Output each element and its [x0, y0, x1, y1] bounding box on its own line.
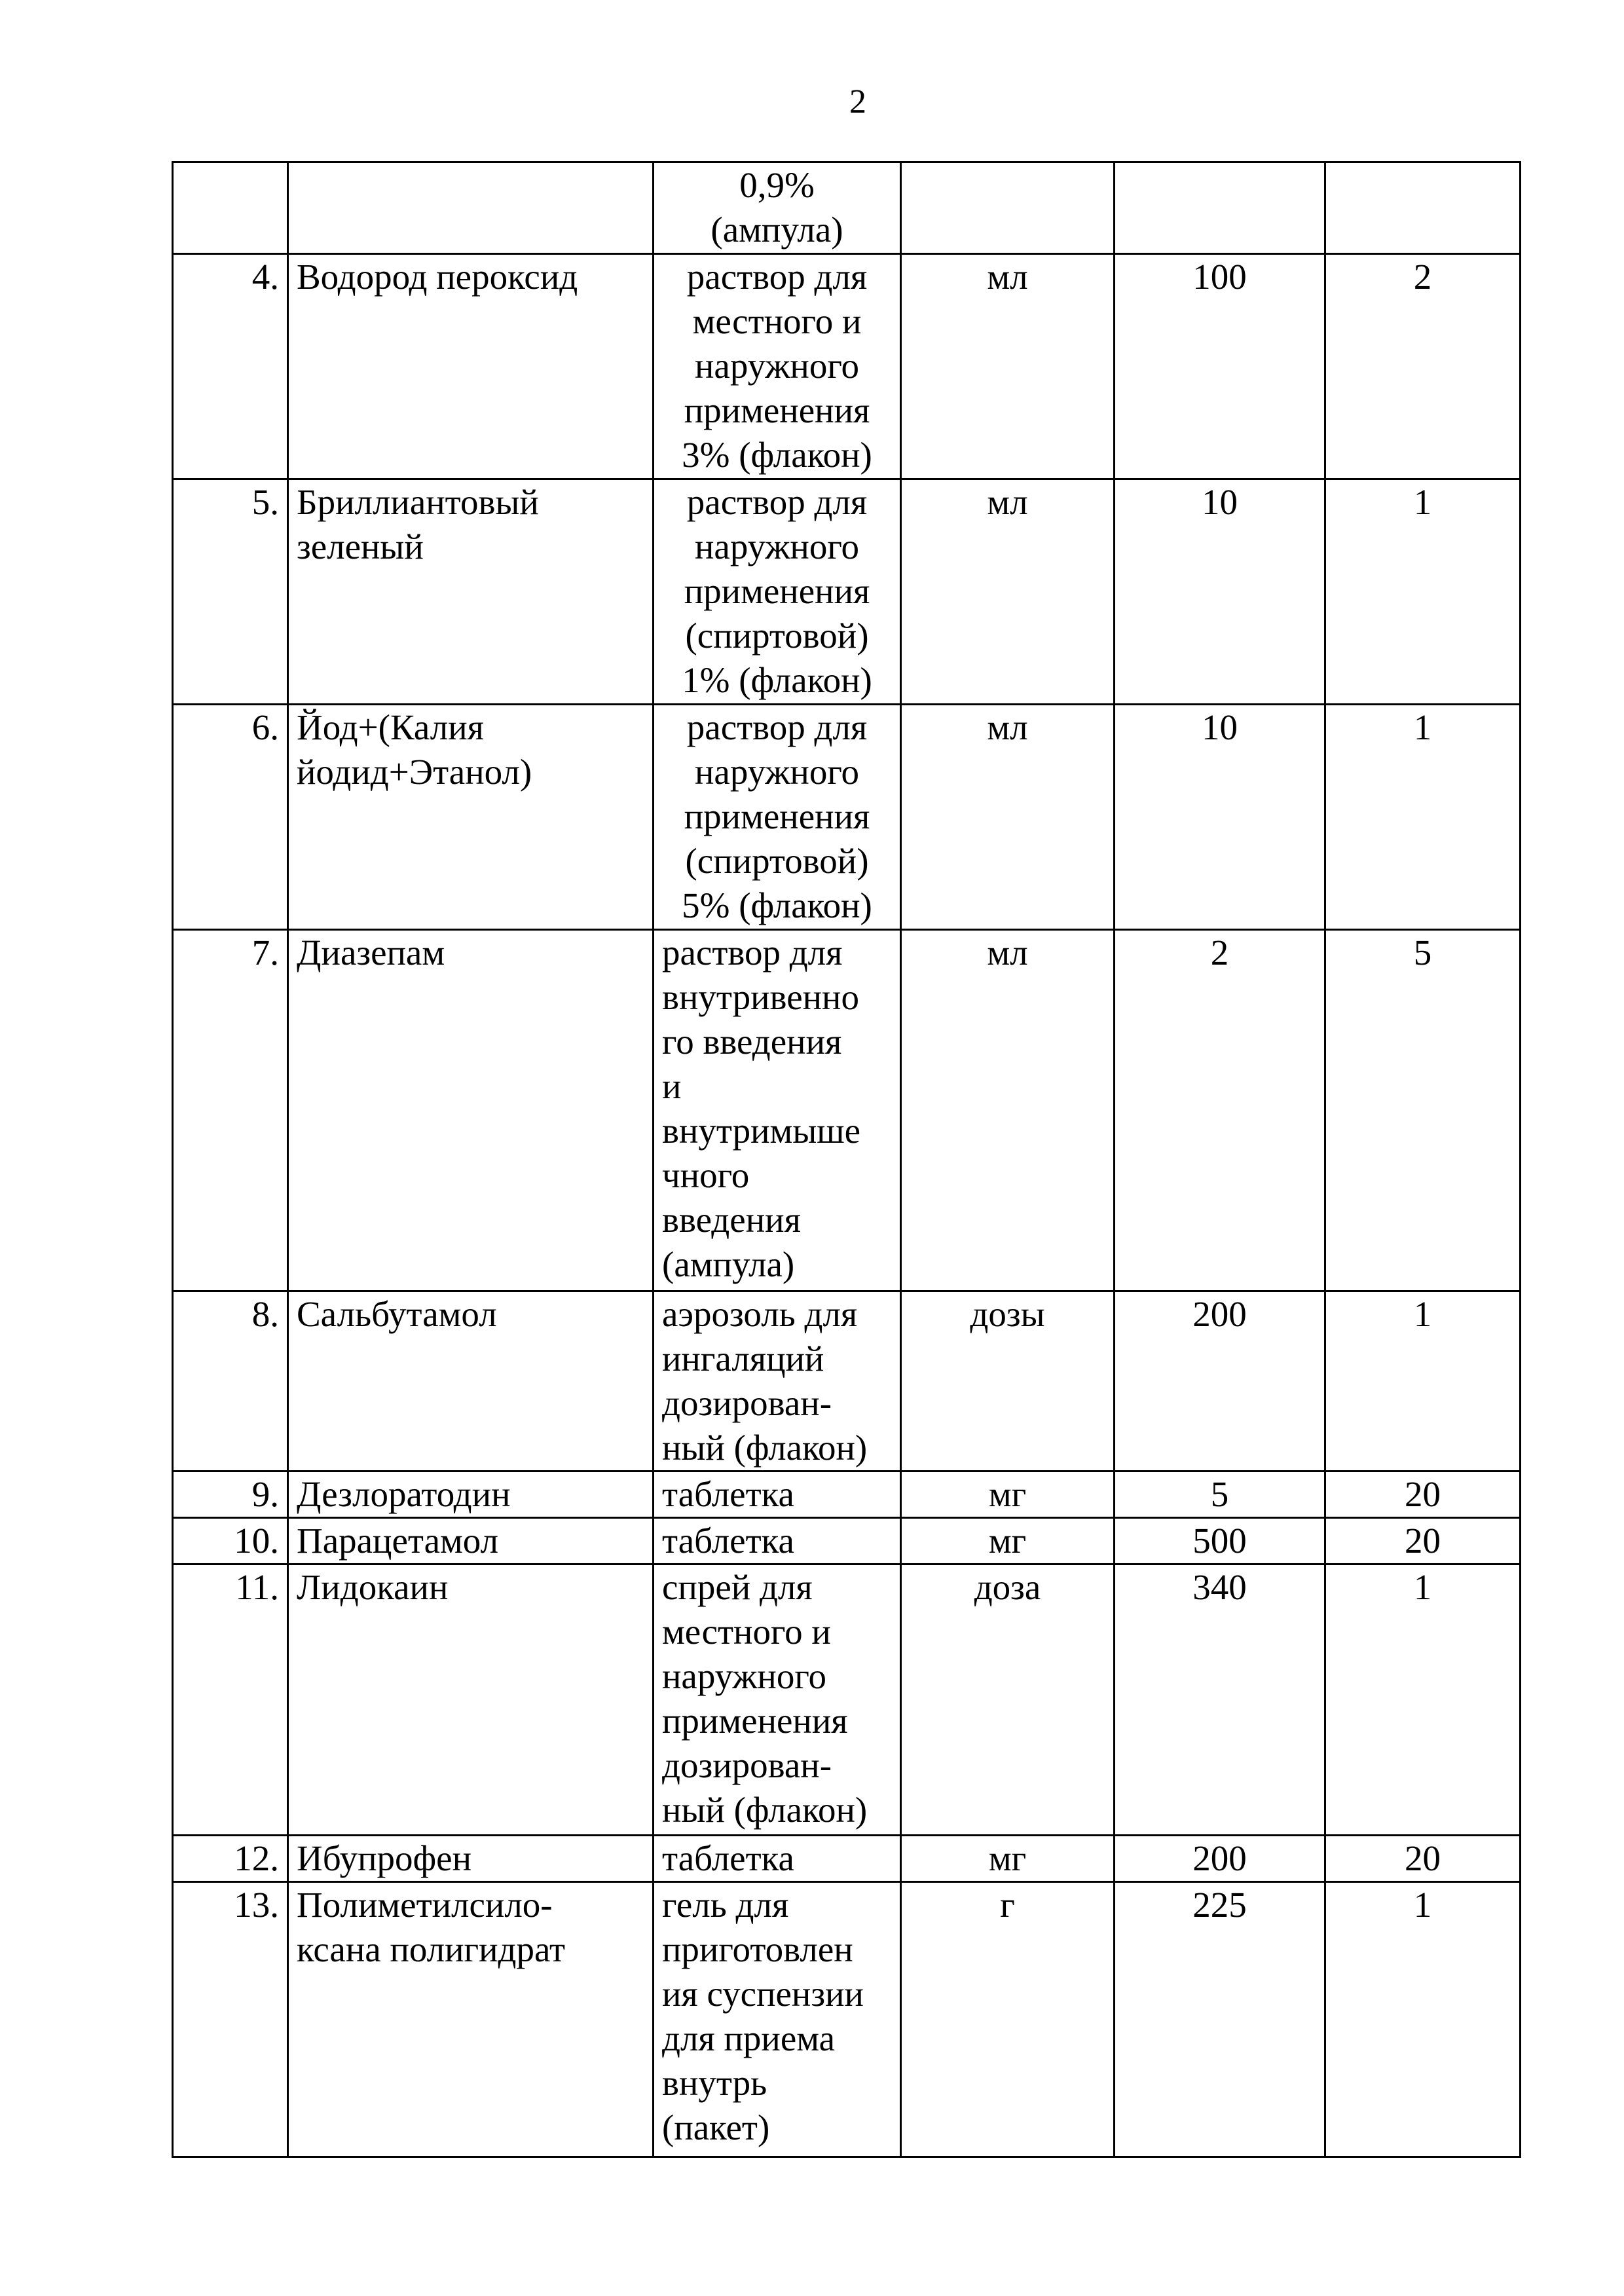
- dosage-form-line: приготовлен: [662, 1929, 853, 1969]
- row-number: 11.: [235, 1567, 279, 1607]
- quantity-cell: 1: [1325, 705, 1521, 930]
- table-row: [173, 930, 1521, 1291]
- table-row: [173, 479, 1521, 705]
- dosage-form-cell: [654, 1518, 901, 1565]
- row-number-cell: [173, 479, 288, 705]
- row-number-cell: [173, 1836, 288, 1882]
- dosage-form-line: (спиртовой): [685, 616, 869, 656]
- dosage-form-line: раствор для: [686, 707, 868, 747]
- table-row: [173, 254, 1521, 479]
- drug-name-cell: [288, 1882, 654, 2157]
- dosage-form-cell: [654, 1882, 901, 2157]
- drug-name-line: Бриллиантовый: [297, 482, 539, 522]
- dosage-form-line: (ампула): [662, 1244, 795, 1284]
- row-number: 13.: [234, 1885, 279, 1925]
- row-number-cell: [173, 1472, 288, 1518]
- drug-name-line: Парацетамол: [297, 1521, 499, 1561]
- quantity-cell: 20: [1325, 1472, 1521, 1518]
- row-number: 10.: [234, 1521, 279, 1561]
- dosage-form-line: местного и: [662, 1612, 831, 1652]
- row-number-cell: [173, 930, 288, 1291]
- table-row: [173, 1291, 1521, 1472]
- dosage-form-line: 3% (флакон): [682, 435, 872, 475]
- dose-cell: 10: [1115, 479, 1325, 705]
- row-number-cell: [173, 1291, 288, 1472]
- unit-cell: мг: [901, 1836, 1115, 1882]
- dosage-form-line: ингаляций: [662, 1339, 824, 1379]
- unit-cell: мл: [901, 254, 1115, 479]
- drug-name-line: Дезлоратодин: [297, 1474, 511, 1514]
- dosage-form-line: применения: [684, 796, 870, 836]
- drug-name-cell: [288, 1565, 654, 1836]
- row-number-cell: [173, 254, 288, 479]
- unit-cell: мг: [901, 1472, 1115, 1518]
- dosage-form-line: ный (флакон): [662, 1428, 868, 1468]
- quantity-cell: 20: [1325, 1836, 1521, 1882]
- unit-cell: мл: [901, 705, 1115, 930]
- dosage-form-line: таблетка: [662, 1521, 794, 1561]
- drug-name-line: Полиметилсило-: [297, 1885, 553, 1925]
- unit-cell: мг: [901, 1518, 1115, 1565]
- dosage-form-line: наружного: [694, 527, 860, 566]
- row-number-cell: [173, 1565, 288, 1836]
- unit-cell: [901, 162, 1115, 254]
- drug-name-line: Ибупрофен: [297, 1838, 472, 1878]
- drug-name-cell: [288, 479, 654, 705]
- dosage-form-line: наружного: [694, 346, 860, 386]
- dosage-form-line: и: [662, 1066, 682, 1106]
- unit-cell: дозы: [901, 1291, 1115, 1472]
- dosage-form-line: применения: [684, 571, 870, 611]
- table-row: [173, 162, 1521, 254]
- dosage-form-cell: [654, 1472, 901, 1518]
- dose-cell: 340: [1115, 1565, 1325, 1836]
- dosage-form-line: раствор для: [686, 257, 868, 297]
- dosage-form-line: таблетка: [662, 1838, 794, 1878]
- row-number: 8.: [251, 1294, 279, 1334]
- dosage-form-line: раствор для: [686, 482, 868, 522]
- dosage-form-line: ия суспензии: [662, 1974, 864, 2014]
- drug-name-cell: [288, 1518, 654, 1565]
- dosage-form-line: (пакет): [662, 2107, 770, 2147]
- drug-name-cell: [288, 1472, 654, 1518]
- drug-name-line: Диазепам: [297, 933, 445, 972]
- dosage-form-line: внутримыше: [662, 1111, 861, 1151]
- row-number: 5.: [251, 482, 279, 522]
- dosage-form-cell: [654, 930, 901, 1291]
- table-row: [173, 1518, 1521, 1565]
- dosage-form-line: 0,9%: [739, 165, 815, 205]
- quantity-cell: 20: [1325, 1518, 1521, 1565]
- dosage-form-line: введения: [662, 1200, 801, 1240]
- dosage-form-line: наружного: [662, 1656, 827, 1696]
- dosage-form-line: аэрозоль для: [662, 1294, 858, 1334]
- quantity-cell: 1: [1325, 479, 1521, 705]
- quantity-cell: 2: [1325, 254, 1521, 479]
- dosage-form-line: го введения: [662, 1022, 842, 1062]
- dosage-form-line: раствор для: [662, 933, 843, 972]
- dosage-form-line: ный (флакон): [662, 1790, 868, 1830]
- dose-cell: 2: [1115, 930, 1325, 1291]
- dosage-form-cell: [654, 1836, 901, 1882]
- dosage-form-line: местного и: [692, 301, 862, 341]
- medications-table: [172, 161, 1521, 2158]
- dosage-form-line: внутрь: [662, 2063, 767, 2103]
- drug-name-line: Сальбутамол: [297, 1294, 497, 1334]
- drug-name-line: зеленый: [297, 527, 424, 566]
- dose-cell: 200: [1115, 1836, 1325, 1882]
- drug-name-cell: [288, 1291, 654, 1472]
- dosage-form-line: дозирован-: [662, 1745, 832, 1785]
- drug-name-line: Йод+(Калия: [297, 707, 484, 747]
- dosage-form-cell: [654, 1565, 901, 1836]
- row-number: 9.: [251, 1474, 279, 1514]
- table-row: [173, 1472, 1521, 1518]
- medications-table-body: [173, 162, 1521, 2157]
- drug-name-line: Водород пероксид: [297, 257, 578, 297]
- dose-cell: 100: [1115, 254, 1325, 479]
- drug-name-line: йодид+Этанол): [297, 752, 532, 792]
- dosage-form-line: применения: [662, 1701, 848, 1741]
- row-number: 6.: [251, 707, 279, 747]
- row-number: 4.: [251, 257, 279, 297]
- unit-cell: мл: [901, 479, 1115, 705]
- dosage-form-cell: [654, 705, 901, 930]
- dose-cell: 10: [1115, 705, 1325, 930]
- dosage-form-line: 1% (флакон): [682, 660, 872, 700]
- dose-cell: 225: [1115, 1882, 1325, 2157]
- dosage-form-line: спрей для: [662, 1567, 813, 1607]
- row-number-cell: [173, 1518, 288, 1565]
- dosage-form-cell: [654, 1291, 901, 1472]
- quantity-cell: 1: [1325, 1291, 1521, 1472]
- unit-cell: доза: [901, 1565, 1115, 1836]
- drug-name-cell: [288, 254, 654, 479]
- dosage-form-line: 5% (флакон): [682, 885, 872, 925]
- dosage-form-cell: [654, 479, 901, 705]
- dosage-form-line: гель для: [662, 1885, 789, 1925]
- table-row: [173, 1836, 1521, 1882]
- row-number: 7.: [251, 933, 279, 972]
- dosage-form-line: (спиртовой): [685, 841, 869, 881]
- dosage-form-cell: [654, 162, 901, 254]
- drug-name-cell: [288, 162, 654, 254]
- drug-name-line: Лидокаин: [297, 1567, 449, 1607]
- row-number: 12.: [234, 1838, 279, 1878]
- dose-cell: [1115, 162, 1325, 254]
- row-number-cell: [173, 162, 288, 254]
- table-row: [173, 1882, 1521, 2157]
- drug-name-line: ксана полигидрат: [297, 1929, 566, 1969]
- dosage-form-line: применения: [684, 390, 870, 430]
- unit-cell: мл: [901, 930, 1115, 1291]
- drug-name-cell: [288, 930, 654, 1291]
- dosage-form-line: наружного: [694, 752, 860, 792]
- dosage-form-line: дозирован-: [662, 1383, 832, 1423]
- row-number-cell: [173, 1882, 288, 2157]
- page-number: 2: [849, 83, 866, 120]
- dosage-form-cell: [654, 254, 901, 479]
- dosage-form-line: (ампула): [710, 210, 843, 250]
- dosage-form-line: таблетка: [662, 1474, 794, 1514]
- table-row: [173, 705, 1521, 930]
- dosage-form-line: внутривенно: [662, 977, 859, 1017]
- dose-cell: 200: [1115, 1291, 1325, 1472]
- drug-name-cell: [288, 1836, 654, 1882]
- dose-cell: 5: [1115, 1472, 1325, 1518]
- drug-name-cell: [288, 705, 654, 930]
- quantity-cell: [1325, 162, 1521, 254]
- quantity-cell: 5: [1325, 930, 1521, 1291]
- dose-cell: 500: [1115, 1518, 1325, 1565]
- dosage-form-line: чного: [662, 1155, 750, 1195]
- table-row: [173, 1565, 1521, 1836]
- quantity-cell: 1: [1325, 1565, 1521, 1836]
- row-number-cell: [173, 705, 288, 930]
- quantity-cell: 1: [1325, 1882, 1521, 2157]
- dosage-form-line: для приема: [662, 2018, 836, 2058]
- unit-cell: г: [901, 1882, 1115, 2157]
